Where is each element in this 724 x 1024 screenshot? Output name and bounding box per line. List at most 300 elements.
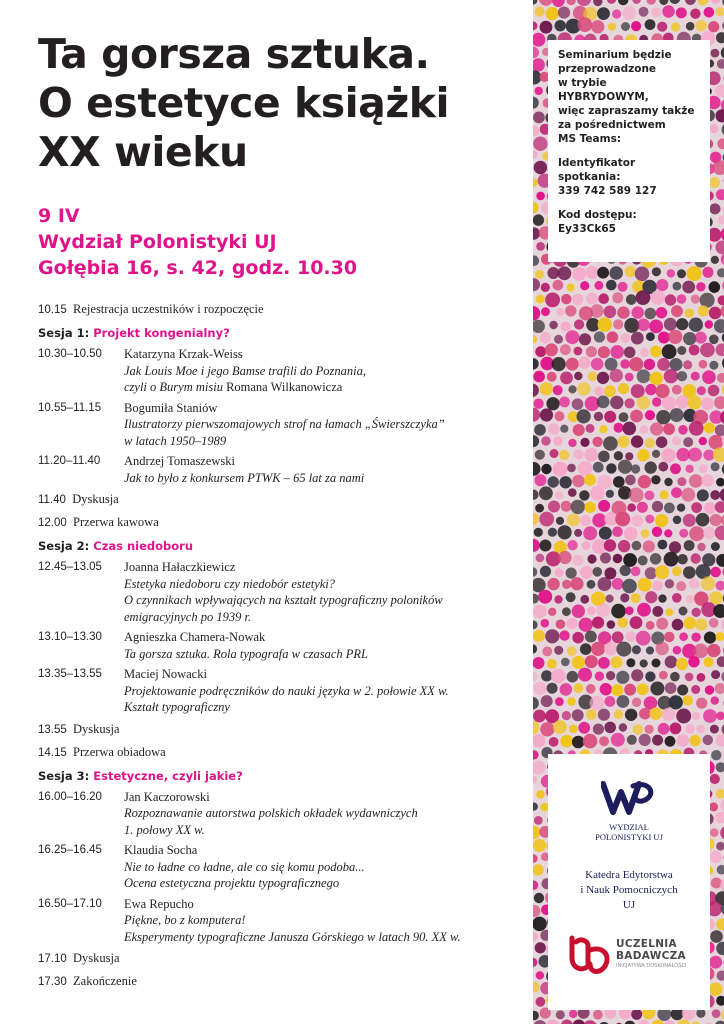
halftone-dot	[617, 695, 630, 708]
halftone-dot	[533, 47, 539, 58]
halftone-dot	[590, 486, 604, 500]
talk-time: 10.30–10.50	[38, 348, 102, 360]
halftone-dot	[578, 668, 592, 682]
halftone-dot	[631, 435, 643, 447]
halftone-dot	[624, 318, 639, 333]
halftone-dot	[540, 332, 551, 343]
halftone-dot	[652, 735, 663, 746]
halftone-dot	[635, 267, 650, 282]
katedra-line: Katedra Edytorstwa	[585, 869, 673, 881]
halftone-dot	[577, 0, 592, 6]
halftone-dot	[659, 0, 668, 5]
session-header	[38, 768, 518, 785]
halftone-dot	[598, 293, 609, 304]
halftone-dot	[673, 516, 682, 525]
halftone-dot	[554, 595, 562, 603]
halftone-dot	[567, 671, 579, 683]
halftone-dot	[688, 448, 702, 462]
halftone-dot	[671, 487, 682, 498]
halftone-dot	[533, 214, 544, 225]
halftone-dot	[702, 370, 716, 384]
halftone-dot	[580, 643, 592, 655]
halftone-dot	[533, 21, 538, 30]
halftone-dot	[540, 566, 551, 577]
halftone-dot	[714, 319, 724, 333]
halftone-dot	[548, 608, 556, 616]
halftone-dot	[645, 671, 655, 681]
halftone-dot	[625, 373, 634, 382]
halftone-dot	[533, 657, 545, 669]
halftone-dot	[533, 932, 538, 941]
halftone-dot	[664, 478, 672, 486]
halftone-dot	[691, 295, 700, 304]
program	[38, 301, 518, 994]
wp-uj-logo-icon	[601, 778, 655, 818]
halftone-dot	[646, 621, 655, 630]
halftone-dot	[533, 864, 544, 875]
halftone-dot	[632, 645, 641, 654]
talk-title: emigracyjnych po 1939 r.	[124, 609, 252, 624]
halftone-dot	[587, 580, 596, 589]
halftone-dot	[703, 527, 715, 539]
halftone-dot	[637, 683, 649, 695]
talk-time: 13.35–13.55	[38, 668, 102, 680]
halftone-dot	[645, 567, 657, 579]
halftone-dot	[559, 476, 571, 488]
halftone-dot	[533, 880, 538, 890]
talk-title: Jak Louis Moe i jego Bamse trafili do Poznania,	[124, 363, 366, 378]
halftone-dot	[541, 307, 550, 316]
halftone-dot	[677, 371, 687, 381]
halftone-dot	[591, 642, 605, 656]
halftone-dot	[652, 581, 663, 592]
halftone-dot	[656, 410, 670, 424]
halftone-dot	[716, 996, 724, 1006]
halftone-dot	[553, 385, 563, 395]
halftone-dot	[643, 540, 655, 552]
halftone-dot	[631, 515, 643, 527]
halftone-dot	[533, 539, 540, 552]
info-text	[558, 48, 700, 146]
halftone-dot	[711, 462, 720, 471]
halftone-dot	[695, 618, 707, 630]
halftone-dot	[709, 618, 719, 628]
halftone-dot	[655, 514, 668, 527]
break-time: 17.10	[38, 953, 67, 965]
halftone-dot	[633, 724, 643, 734]
halftone-dot	[580, 281, 589, 290]
halftone-dot	[645, 384, 656, 395]
session-header	[38, 325, 518, 342]
halftone-dot	[609, 266, 623, 280]
halftone-dot	[672, 566, 682, 576]
halftone-dot	[535, 504, 544, 513]
halftone-dot	[566, 592, 576, 602]
uczelnia-badawcza-text	[616, 938, 706, 970]
halftone-dot	[546, 7, 559, 20]
halftone-dot	[615, 512, 630, 527]
halftone-dot	[677, 734, 690, 747]
halftone-dot	[536, 242, 545, 251]
halftone-dot	[709, 802, 718, 811]
halftone-dot	[548, 423, 560, 435]
talk-item	[38, 400, 518, 450]
halftone-dot	[552, 0, 565, 7]
halftone-dot	[711, 750, 721, 760]
halftone-dot	[626, 658, 635, 667]
break-time: 13.55	[38, 723, 67, 736]
halftone-dot	[683, 332, 696, 345]
halftone-dot	[658, 462, 668, 472]
halftone-dot	[708, 385, 720, 397]
halftone-dot	[578, 461, 593, 476]
halftone-dot	[533, 720, 539, 734]
halftone-dot	[699, 464, 708, 473]
halftone-dot	[625, 452, 633, 460]
halftone-dot	[568, 488, 577, 497]
halftone-dot	[645, 725, 654, 734]
meeting-info-box	[548, 40, 710, 262]
halftone-dot	[619, 412, 629, 422]
halftone-dot	[552, 357, 566, 371]
halftone-dot	[677, 504, 685, 512]
halftone-dot	[598, 657, 610, 669]
halftone-dot	[612, 292, 623, 303]
halftone-dot	[717, 656, 724, 667]
halftone-dot	[574, 449, 584, 459]
halftone-dot	[586, 424, 595, 433]
halftone-dot	[658, 332, 670, 344]
halftone-dot	[538, 590, 552, 604]
halftone-dot	[621, 333, 631, 343]
halftone-dot	[629, 488, 644, 503]
halftone-dot	[676, 448, 689, 461]
halftone-dot	[606, 463, 616, 473]
halftone-dot	[560, 425, 568, 433]
halftone-dot	[533, 750, 539, 759]
halftone-dot	[683, 437, 693, 447]
halftone-dot	[716, 632, 724, 641]
halftone-dot	[556, 619, 566, 629]
halftone-dot	[700, 343, 715, 358]
halftone-dot	[572, 398, 584, 410]
uczelnia-badawcza-logo-icon	[568, 932, 612, 980]
halftone-dot	[618, 0, 628, 5]
halftone-dot	[709, 177, 720, 188]
halftone-dot	[540, 21, 553, 34]
halftone-dot	[637, 502, 648, 513]
halftone-dot	[665, 736, 676, 747]
halftone-dot	[559, 397, 570, 408]
halftone-dot	[572, 656, 585, 669]
poster-title	[38, 30, 518, 177]
halftone-dot	[583, 734, 598, 749]
halftone-dot	[533, 958, 537, 967]
halftone-dot	[715, 501, 724, 513]
halftone-dot	[688, 656, 699, 667]
halftone-dot	[533, 112, 545, 124]
halftone-dot	[586, 293, 598, 305]
halftone-dot	[709, 435, 724, 450]
halftone-dot	[594, 387, 604, 397]
halftone-dot	[636, 290, 651, 305]
halftone-dot	[533, 672, 538, 682]
title-line: O estetyce książki	[38, 79, 450, 127]
halftone-dot	[572, 605, 585, 618]
info-line: HYBRYDOWYM,	[558, 91, 649, 103]
halftone-dot	[607, 0, 616, 4]
halftone-dot	[599, 527, 612, 540]
wp-name-line: WYDZIAŁ	[609, 822, 649, 832]
halftone-dot	[556, 517, 564, 525]
halftone-dot	[696, 20, 708, 32]
talk-speaker: Jan Kaczorowski	[124, 789, 210, 804]
halftone-dot	[669, 541, 681, 553]
halftone-dot	[650, 422, 663, 435]
halftone-dot	[533, 697, 539, 710]
halftone-dot	[639, 708, 651, 720]
break-item	[38, 950, 518, 968]
halftone-dot	[709, 335, 719, 345]
halftone-dot	[606, 490, 614, 498]
halftone-dot	[697, 673, 706, 682]
halftone-dot	[625, 606, 634, 615]
halftone-dot	[541, 619, 550, 628]
halftone-dot	[611, 656, 623, 668]
halftone-dot	[534, 528, 543, 537]
halftone-dot	[599, 736, 609, 746]
halftone-dot	[696, 513, 710, 527]
halftone-dot	[617, 436, 629, 448]
talk-title: Piękne, bo z komputera!	[124, 913, 246, 927]
halftone-dot	[691, 633, 700, 642]
halftone-dot	[578, 357, 590, 369]
halftone-dot	[535, 474, 547, 486]
halftone-dot	[561, 1020, 573, 1024]
halftone-dot	[632, 698, 641, 707]
talk-title: Projektowanie podręczników do nauki języka w 2. połowie XX w.	[124, 683, 449, 698]
halftone-dot	[712, 1009, 721, 1018]
halftone-dot	[574, 319, 584, 329]
halftone-dot	[703, 735, 713, 745]
halftone-dot	[717, 268, 724, 277]
talk-item	[38, 453, 518, 486]
halftone-dot	[697, 489, 709, 501]
halftone-dot	[652, 450, 660, 458]
halftone-dot	[566, 358, 579, 371]
halftone-dot	[656, 307, 667, 318]
halftone-dot	[710, 774, 720, 784]
info-line: za pośrednictwem	[558, 119, 666, 131]
talk-time: 12.45–13.05	[38, 561, 102, 573]
halftone-dot	[649, 320, 663, 334]
halftone-dot	[685, 465, 693, 473]
halftone-dot	[605, 696, 616, 707]
meeting-id-value: 339 742 589 127	[558, 185, 657, 197]
talk-time: 13.10–13.30	[38, 631, 102, 643]
halftone-dot	[711, 0, 721, 4]
halftone-dot	[550, 449, 559, 458]
halftone-dot	[645, 591, 657, 603]
halftone-dot	[662, 396, 676, 410]
halftone-dot	[585, 655, 598, 668]
halftone-dot	[604, 539, 616, 551]
halftone-dot	[664, 552, 679, 567]
halftone-dot	[533, 408, 540, 422]
halftone-dot	[594, 281, 603, 290]
halftone-dot	[711, 256, 719, 264]
halftone-dot	[572, 475, 585, 488]
access-code-label: Kod dostępu:	[558, 209, 637, 221]
halftone-dot	[567, 646, 577, 656]
halftone-dot	[696, 725, 705, 734]
halftone-dot	[689, 318, 703, 332]
halftone-dot	[558, 7, 570, 19]
halftone-dot	[533, 306, 540, 321]
info-line: w trybie	[558, 77, 607, 89]
halftone-dot	[574, 372, 582, 380]
halftone-dot	[536, 790, 545, 799]
halftone-dot	[606, 280, 617, 291]
halftone-dot	[687, 266, 702, 281]
halftone-dot	[536, 997, 546, 1007]
halftone-dot	[535, 87, 543, 95]
halftone-dot	[698, 0, 709, 5]
halftone-dot	[703, 267, 714, 278]
halftone-dot	[610, 345, 624, 359]
talk-title-part: czyli o Burym misiu	[124, 380, 227, 394]
halftone-dot	[664, 529, 672, 537]
halftone-dot	[592, 437, 602, 447]
halftone-dot	[656, 384, 670, 398]
halftone-dot	[539, 0, 553, 6]
halftone-dot	[631, 21, 641, 31]
session-label: Sesja 2:	[38, 539, 90, 553]
halftone-dot	[632, 306, 644, 318]
talk-title-name: Romana Wilkanowicza	[226, 380, 343, 394]
halftone-dot	[577, 17, 592, 32]
halftone-dot	[533, 513, 539, 525]
halftone-dot	[586, 684, 596, 694]
halftone-dot	[638, 556, 648, 566]
halftone-dot	[664, 632, 674, 642]
halftone-dot	[554, 335, 563, 344]
halftone-dot	[545, 343, 558, 356]
halftone-dot	[533, 126, 539, 137]
talk-item	[38, 559, 518, 625]
halftone-dot	[582, 541, 591, 550]
session-header	[38, 538, 518, 555]
halftone-dot	[669, 0, 680, 4]
halftone-dot	[612, 526, 623, 537]
halftone-dot	[679, 607, 688, 616]
halftone-dot	[533, 0, 537, 5]
halftone-dot	[593, 462, 604, 473]
halftone-dot	[716, 189, 724, 200]
halftone-dot	[665, 682, 677, 694]
halftone-dot	[636, 631, 651, 646]
halftone-dot	[597, 396, 610, 409]
halftone-dot	[574, 529, 582, 537]
halftone-dot	[607, 331, 619, 343]
halftone-dot	[623, 553, 637, 567]
halftone-dot	[716, 581, 724, 591]
session-label: Sesja 1:	[38, 326, 90, 340]
halftone-dot	[562, 711, 571, 720]
halftone-dot	[715, 424, 724, 436]
halftone-dot	[565, 305, 576, 316]
halftone-dot	[533, 1011, 539, 1020]
halftone-dot	[597, 267, 609, 279]
halftone-dot	[692, 608, 701, 617]
halftone-dot	[585, 631, 597, 643]
halftone-dot	[708, 21, 719, 32]
ub-line: BADAWCZA	[616, 950, 686, 962]
halftone-dot	[533, 202, 539, 214]
halftone-dot	[580, 438, 589, 447]
break-time: 14.15	[38, 746, 67, 759]
halftone-dot	[567, 464, 576, 473]
halftone-dot	[689, 526, 704, 541]
halftone-dot	[652, 267, 661, 276]
halftone-dot	[662, 5, 674, 17]
halftone-dot	[640, 348, 649, 357]
halftone-dot	[677, 269, 686, 278]
talk-title: O czynnikach wpływających na kształt typograficzny poloników	[124, 593, 443, 607]
break-text: Dyskusja	[72, 492, 119, 506]
halftone-dot	[652, 501, 663, 512]
meeting-id-label: Identyfikator spotkania:	[558, 157, 636, 183]
talk-time: 16.25–16.45	[38, 844, 102, 856]
halftone-dot	[622, 579, 637, 594]
halftone-dot	[709, 124, 718, 133]
halftone-dot	[720, 488, 724, 502]
halftone-dot	[554, 646, 563, 655]
halftone-dot	[683, 695, 693, 705]
katedra-line: i Nauk Pomocniczych	[580, 884, 678, 896]
halftone-dot	[593, 0, 602, 6]
halftone-dot	[710, 490, 720, 500]
halftone-dot	[535, 450, 545, 460]
break-item	[38, 744, 518, 762]
halftone-dot	[625, 709, 637, 721]
session-topic: Projekt kongenialny?	[93, 326, 230, 340]
halftone-dot	[555, 20, 566, 31]
halftone-dot	[551, 669, 566, 684]
halftone-dot	[689, 421, 704, 436]
halftone-dot	[670, 408, 684, 422]
halftone-dot	[645, 19, 656, 30]
ub-subline: INICJATYWA DOSKONAŁOŚCI	[616, 963, 687, 969]
session-label: Sesja 3:	[38, 768, 90, 783]
halftone-dot	[598, 317, 612, 331]
halftone-dot	[533, 854, 538, 863]
halftone-dot	[560, 321, 570, 331]
halftone-dot	[709, 983, 722, 996]
halftone-dot	[554, 411, 564, 421]
halftone-dot	[597, 372, 609, 384]
halftone-dot	[709, 307, 722, 320]
halftone-dot	[716, 32, 724, 43]
halftone-dot	[577, 409, 591, 423]
halftone-dot	[689, 735, 700, 746]
halftone-dot	[549, 321, 557, 329]
halftone-dot	[604, 385, 616, 397]
halftone-dot	[625, 398, 635, 408]
halftone-dot	[553, 280, 564, 291]
talk-speaker: Maciej Nowacki	[124, 667, 207, 681]
halftone-dot	[650, 346, 662, 358]
